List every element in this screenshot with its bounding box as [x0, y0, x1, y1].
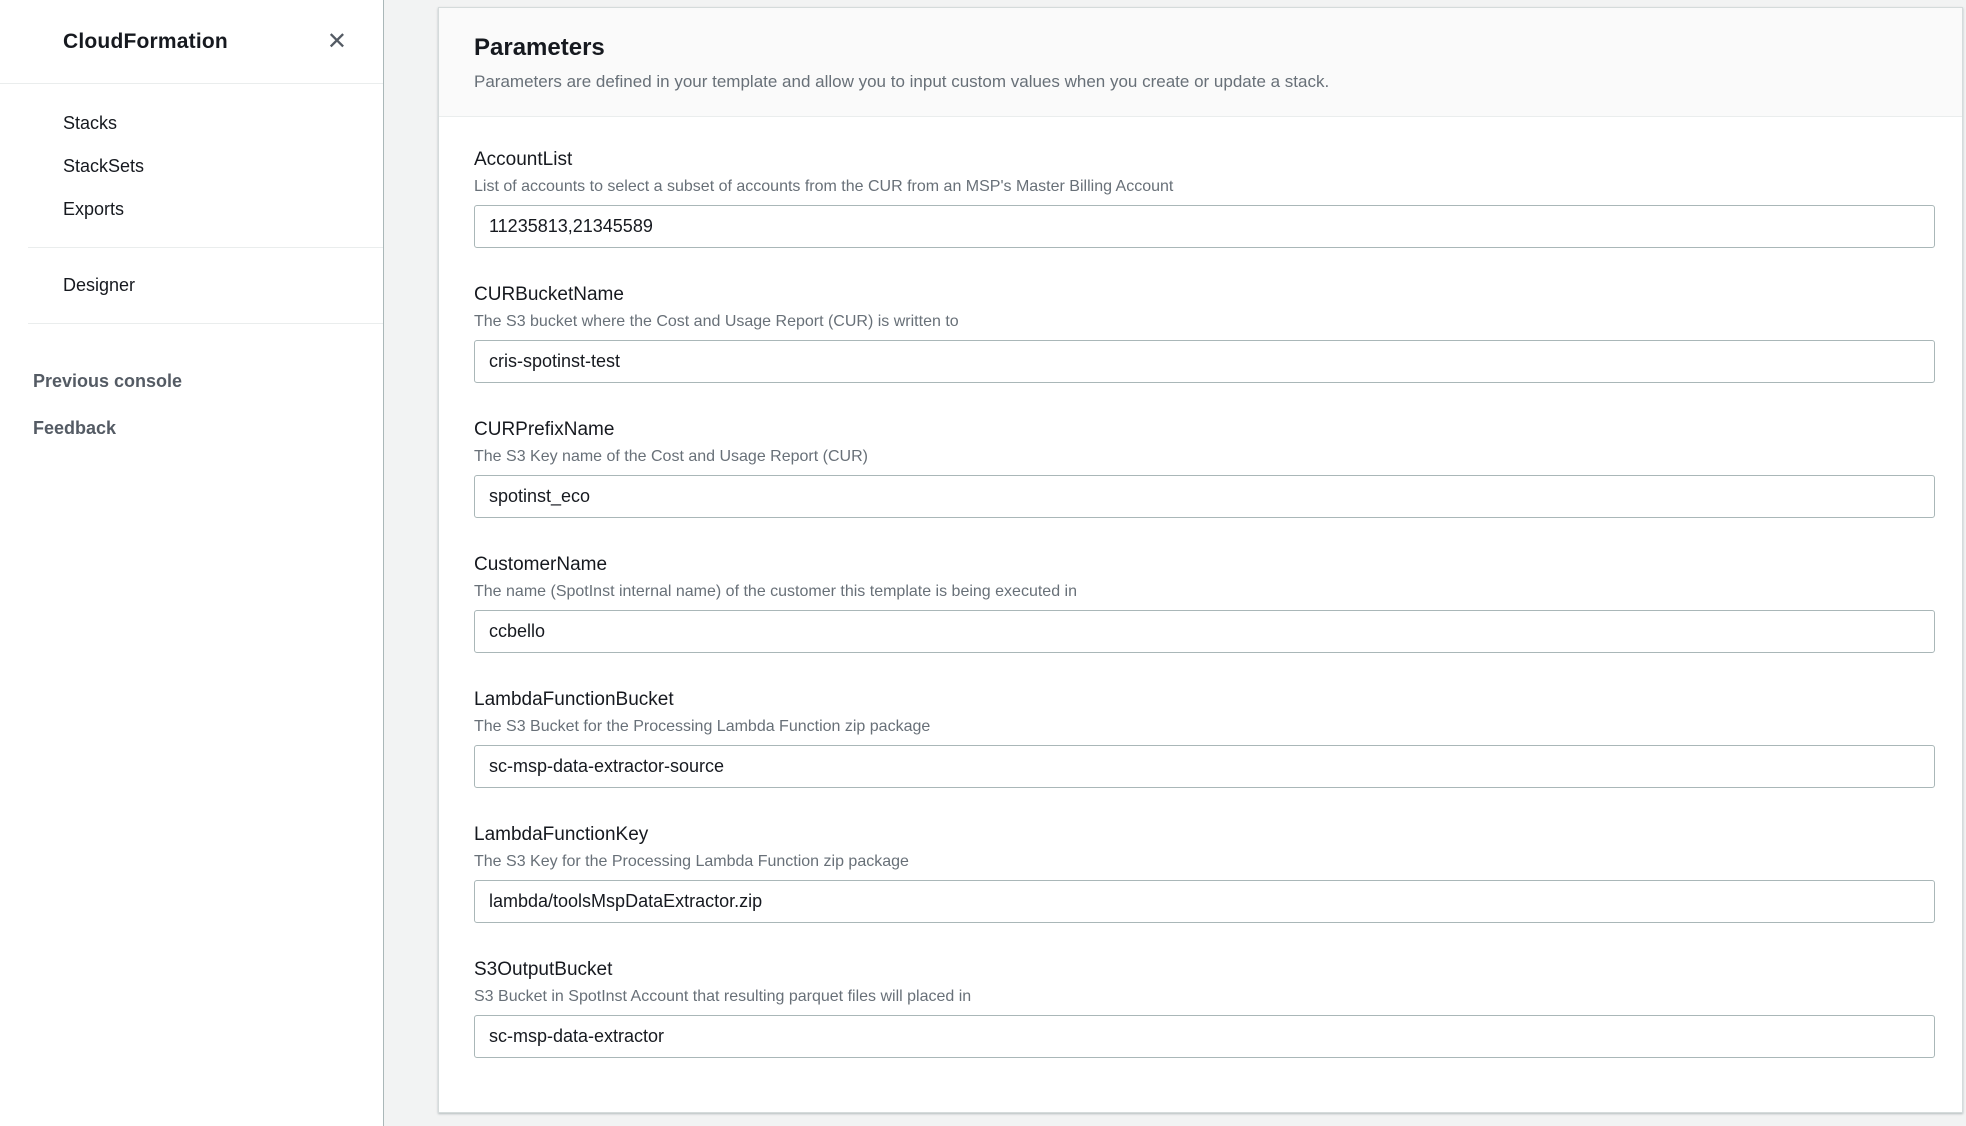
page-description: Parameters are defined in your template and allow you to input custom values when you create or update a stack.	[474, 72, 1330, 91]
main-content	[384, 0, 1966, 1126]
parameter-field	[474, 824, 1935, 923]
parameter-field	[474, 284, 1935, 383]
sidebar-item-stacksets[interactable]: StackSets	[63, 156, 145, 176]
parameter-description: List of accounts to select a subset of accounts from the CUR from an MSP's Master Billing Account	[474, 178, 1174, 195]
parameter-field	[474, 149, 1935, 248]
parameter-input-accountlist[interactable]	[474, 205, 1935, 248]
close-icon[interactable]: ✕	[326, 27, 347, 55]
sidebar-footer	[0, 358, 383, 452]
parameter-field	[474, 554, 1935, 653]
parameter-input-curbucketname[interactable]	[474, 340, 1935, 383]
parameter-label: CustomerName	[474, 554, 608, 575]
parameter-label: S3OutputBucket	[474, 959, 613, 980]
parameter-description: S3 Bucket in SpotInst Account that resulting parquet files will placed in	[474, 988, 972, 1005]
parameters-form	[439, 117, 1962, 1094]
previous-console-link[interactable]: Previous console	[33, 371, 183, 391]
sidebar-header	[0, 0, 383, 84]
parameter-field	[474, 959, 1935, 1058]
parameter-input-s3outputbucket[interactable]	[474, 1015, 1935, 1058]
parameter-description: The S3 bucket where the Cost and Usage Report (CUR) is written to	[474, 313, 959, 330]
parameters-panel	[438, 7, 1963, 1113]
sidebar-divider	[28, 247, 383, 248]
cloudformation-sidebar	[0, 0, 384, 1126]
sidebar-divider	[28, 323, 383, 324]
parameter-field	[474, 419, 1935, 518]
parameter-field	[474, 689, 1935, 788]
parameter-input-curprefixname[interactable]	[474, 475, 1935, 518]
sidebar-item-stacks[interactable]: Stacks	[63, 113, 118, 133]
parameter-label: LambdaFunctionKey	[474, 824, 649, 845]
parameter-input-lambdafunctionkey[interactable]	[474, 880, 1935, 923]
parameter-label: CURPrefixName	[474, 419, 615, 440]
parameter-description: The S3 Key for the Processing Lambda Function zip package	[474, 853, 909, 870]
sidebar-secondary-nav	[0, 258, 383, 313]
sidebar-nav	[0, 84, 383, 237]
service-title: CloudFormation	[63, 29, 228, 53]
parameter-input-lambdafunctionbucket[interactable]	[474, 745, 1935, 788]
parameters-panel-header	[439, 8, 1962, 117]
page-title: Parameters	[474, 34, 605, 61]
parameter-description: The name (SpotInst internal name) of the customer this template is being executed in	[474, 583, 1077, 600]
parameter-input-customername[interactable]	[474, 610, 1935, 653]
sidebar-item-designer[interactable]: Designer	[63, 275, 136, 295]
parameter-label: CURBucketName	[474, 284, 624, 305]
parameter-description: The S3 Key name of the Cost and Usage Report (CUR)	[474, 448, 868, 465]
feedback-link[interactable]: Feedback	[33, 418, 117, 438]
parameter-description: The S3 Bucket for the Processing Lambda Function zip package	[474, 718, 931, 735]
sidebar-item-exports[interactable]: Exports	[63, 199, 125, 219]
parameter-label: AccountList	[474, 149, 573, 170]
parameter-label: LambdaFunctionBucket	[474, 689, 674, 710]
